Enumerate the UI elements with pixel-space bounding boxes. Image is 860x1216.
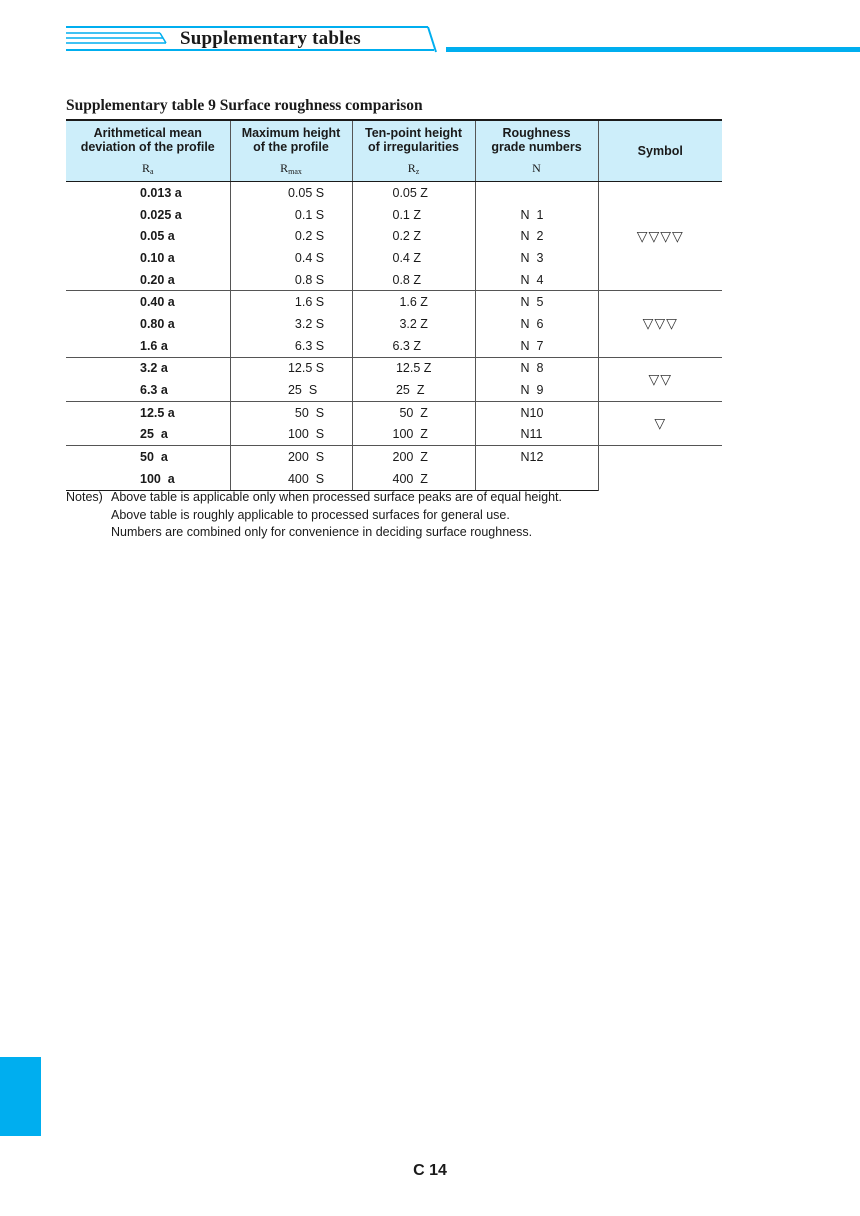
col-heading-rz	[352, 120, 475, 159]
table-row	[66, 446, 722, 468]
heading-text: Arithmetical mean deviation of the profile	[80, 126, 215, 154]
roughness-table	[66, 119, 722, 491]
col-heading-rmax	[230, 120, 352, 159]
cell-rz: 25 Z	[352, 379, 475, 401]
table-row	[66, 182, 722, 204]
cell-rz: 0.2 Z	[352, 225, 475, 247]
cell-rz: 100 Z	[352, 424, 475, 446]
symbol-base: R	[407, 161, 416, 175]
cell-rz: 400 Z	[352, 468, 475, 490]
roughness-table-body	[66, 182, 722, 491]
cell-ra: 12.5 a	[66, 401, 230, 423]
symbol-sub: z	[415, 167, 420, 176]
cell-rz: 0.1 Z	[352, 204, 475, 226]
symbol-base: N	[532, 161, 541, 175]
cell-rmax: 12.5 S	[230, 357, 352, 379]
table-row	[66, 401, 722, 423]
cell-rz: 6.3 Z	[352, 335, 475, 357]
cell-n: N 6	[475, 313, 598, 335]
heading-text: Roughness grade numbers	[491, 126, 582, 154]
col-symbol-n	[475, 159, 598, 182]
col-heading-ra	[66, 120, 230, 159]
cell-ra: 0.40 a	[66, 291, 230, 313]
cell-symbol: ▽▽▽▽	[598, 182, 722, 291]
cell-rmax: 3.2 S	[230, 313, 352, 335]
cell-rz: 3.2 Z	[352, 313, 475, 335]
cell-n	[475, 182, 598, 204]
cell-rz: 0.05 Z	[352, 182, 475, 204]
cell-n: N 8	[475, 357, 598, 379]
cell-ra: 3.2 a	[66, 357, 230, 379]
cell-ra: 0.013 a	[140, 185, 182, 200]
cell-rz: 200 Z	[352, 446, 475, 468]
cell-n: N 9	[475, 379, 598, 401]
cell-n: N11	[475, 424, 598, 446]
note-line	[66, 507, 562, 525]
cell-n: N 5	[475, 291, 598, 313]
cell-symbol	[598, 446, 722, 490]
cell-rmax: 0.2 S	[230, 225, 352, 247]
cell-rmax: 0.05 S	[230, 182, 352, 204]
col-symbol-ra	[66, 159, 230, 182]
cell-symbol: ▽▽	[598, 357, 722, 401]
cell-n: N 4	[475, 269, 598, 291]
notes-indent	[66, 524, 111, 542]
cell-ra: 0.10 a	[140, 250, 175, 265]
cell-rmax: 25 S	[230, 379, 352, 401]
cell-ra: 0.20 a	[140, 272, 175, 287]
col-heading-symbol: Symbol	[598, 120, 722, 182]
cell-rz: 1.6 Z	[352, 291, 475, 313]
heading-text: Ten-point height of irregularities	[365, 126, 462, 154]
cell-ra: 6.3 a	[140, 383, 168, 398]
cell-rz: 0.8 Z	[352, 269, 475, 291]
cell-ra: 0.05 a	[140, 229, 175, 244]
cell-ra: 0.80 a	[140, 316, 175, 331]
table-notes	[66, 489, 562, 542]
cell-n: N12	[475, 446, 598, 468]
cell-rmax: 6.3 S	[230, 335, 352, 357]
cell-ra: 1.6 a	[140, 338, 168, 353]
note-line	[66, 489, 562, 507]
cell-n: N 1	[475, 204, 598, 226]
section-side-tab	[0, 1057, 41, 1136]
col-symbol-rmax	[230, 159, 352, 182]
cell-symbol: ▽▽▽	[598, 291, 722, 357]
note-line	[66, 524, 562, 542]
cell-ra: 25 a	[140, 427, 168, 442]
header-banner-graphic	[0, 0, 860, 60]
cell-rmax: 400 S	[230, 468, 352, 490]
cell-n: N 7	[475, 335, 598, 357]
page-header	[0, 0, 860, 60]
col-heading-n	[475, 120, 598, 159]
heading-text: Maximum height of the profile	[241, 126, 341, 154]
symbol-sub: a	[149, 167, 154, 176]
cell-rz: 0.4 Z	[352, 247, 475, 269]
page-number: C 14	[413, 1162, 447, 1179]
cell-n	[475, 468, 598, 490]
notes-label: Notes)	[66, 490, 103, 504]
cell-rmax: 0.1 S	[230, 204, 352, 226]
cell-rz: 12.5 Z	[352, 357, 475, 379]
symbol-base: R	[280, 161, 289, 175]
cell-rmax: 200 S	[230, 446, 352, 468]
table-row	[66, 291, 722, 313]
col-symbol-rz	[352, 159, 475, 182]
cell-rmax: 1.6 S	[230, 291, 352, 313]
cell-n: N 3	[475, 247, 598, 269]
cell-n: N10	[475, 401, 598, 423]
cell-rmax: 0.4 S	[230, 247, 352, 269]
cell-n: N 2	[475, 225, 598, 247]
table-title: Supplementary table 9 Surface roughness comparison	[66, 97, 423, 114]
section-title: Supplementary tables	[180, 28, 361, 49]
cell-rz: 50 Z	[352, 401, 475, 423]
cell-symbol: ▽	[598, 401, 722, 445]
symbol-base: R	[141, 161, 150, 175]
note-text: Numbers are combined only for convenience in deciding surface roughness.	[111, 525, 533, 539]
cell-ra: 100 a	[66, 468, 230, 490]
notes-indent	[66, 507, 111, 525]
cell-rmax: 0.8 S	[230, 269, 352, 291]
cell-ra: 0.025 a	[140, 207, 182, 222]
note-text: Above table is applicable only when processed surface peaks are of equal height.	[111, 490, 562, 504]
cell-rmax: 100 S	[230, 424, 352, 446]
cell-ra: 50 a	[66, 446, 230, 468]
note-text: Above table is roughly applicable to processed surfaces for general use.	[111, 507, 510, 522]
symbol-sub: max	[288, 167, 302, 176]
cell-rmax: 50 S	[230, 401, 352, 423]
table-row	[66, 357, 722, 379]
